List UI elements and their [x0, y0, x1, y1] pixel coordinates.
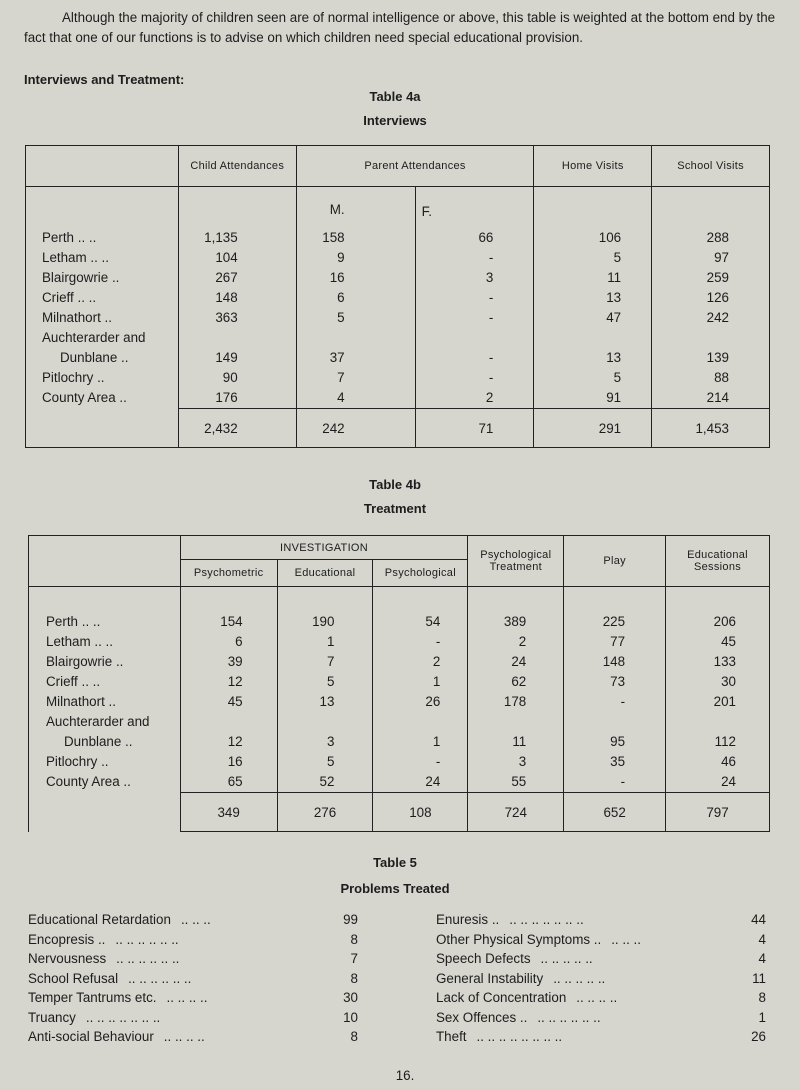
header-f: F. — [421, 204, 433, 219]
table-4a-caption: Table 4a — [369, 89, 421, 104]
table-cell: 95 — [610, 734, 626, 749]
area-label: Auchterarder and — [46, 714, 150, 729]
table-4a-areas — [26, 187, 179, 409]
table-5-caption: Table 5 — [373, 855, 417, 870]
table-4b-total-label — [29, 793, 181, 832]
table-4b-edu-sessions-col — [666, 587, 770, 793]
problem-count: 7 — [350, 951, 358, 966]
leader-dots: .. .. .. .. .. .. — [537, 1009, 601, 1025]
header-psychological: Psychological — [373, 560, 468, 587]
table-4a-total-label — [26, 409, 179, 448]
table-cell: 2 — [432, 654, 441, 669]
problem-count: 4 — [758, 931, 766, 947]
table-4b-areas — [29, 587, 181, 793]
leader-dots: .. .. .. .. .. .. — [116, 951, 180, 966]
problem-row — [436, 1008, 766, 1028]
table-cell: 24 — [425, 774, 441, 789]
table-cell: 149 — [215, 350, 238, 365]
table-cell: 1,135 — [204, 230, 238, 245]
table-cell: 267 — [215, 270, 238, 285]
header-play: Play — [564, 536, 666, 587]
table-cell: 4 — [337, 390, 345, 405]
table-cell: 7 — [326, 654, 335, 669]
table-4b-play-col — [564, 587, 666, 793]
total-psychological: 108 — [373, 793, 468, 832]
problem-row — [28, 969, 358, 989]
area-label: Blairgowrie .. — [42, 270, 120, 285]
table-cell: - — [435, 754, 441, 769]
table-cell: 11 — [512, 734, 527, 749]
table-cell: 106 — [598, 230, 622, 245]
table-cell: 7 — [337, 370, 345, 385]
area-label: Milnathort .. — [42, 310, 112, 325]
table-cell: 389 — [503, 614, 527, 629]
table-cell: 13 — [319, 694, 335, 709]
table-cell — [181, 712, 243, 732]
problem-label: Enuresis .. — [436, 912, 500, 927]
table-cell: 12 — [227, 674, 243, 689]
table-4a-corner — [26, 146, 179, 187]
table-4b-corner — [29, 536, 181, 587]
table-cell: 35 — [610, 754, 626, 769]
table-cell: 46 — [721, 754, 736, 769]
table-cell: 5 — [326, 674, 335, 689]
table-4b-caption: Table 4b — [369, 477, 421, 492]
table-cell: 5 — [337, 310, 345, 325]
table-cell: 45 — [721, 634, 736, 649]
area-label: Milnathort .. — [46, 694, 116, 709]
leader-dots: .. .. .. .. .. .. — [115, 931, 179, 947]
problem-count: 26 — [751, 1029, 766, 1044]
table-cell: 259 — [706, 270, 729, 285]
table-cell — [416, 328, 494, 348]
header-parent-attendances: Parent Attendances — [296, 146, 534, 187]
header-investigation: INVESTIGATION — [180, 536, 468, 560]
area-label: Perth .. .. — [46, 614, 101, 629]
area-label: Auchterarder and — [42, 330, 146, 345]
table-cell: 11 — [607, 270, 622, 285]
table-cell — [666, 712, 736, 732]
table-cell: - — [488, 370, 494, 385]
table-cell: 24 — [721, 774, 736, 789]
header-child-attendances: Child Attendances — [178, 146, 296, 187]
table-cell: 26 — [425, 694, 441, 709]
page-number: 16. — [395, 1068, 415, 1083]
table-cell: 16 — [329, 270, 345, 285]
problems-left-list — [28, 910, 358, 1047]
problem-row — [436, 1027, 766, 1047]
problem-row — [436, 969, 766, 989]
table-cell: 73 — [610, 674, 626, 689]
problem-row — [436, 930, 766, 950]
problem-count: 44 — [751, 912, 766, 927]
table-cell: - — [620, 774, 626, 789]
table-cell: 65 — [227, 774, 243, 789]
table-cell: 77 — [610, 634, 626, 649]
section-heading: Interviews and Treatment: — [24, 72, 185, 87]
table-cell: 91 — [606, 390, 622, 405]
table-cell: 45 — [227, 694, 243, 709]
table-4b — [28, 535, 770, 832]
table-cell: 24 — [511, 654, 527, 669]
problem-row — [436, 949, 766, 969]
table-cell: 242 — [706, 310, 729, 325]
table-4b-psychometric-col — [180, 587, 277, 793]
table-cell: 148 — [602, 654, 626, 669]
table-4b-subtitle: Treatment — [363, 501, 427, 516]
header-psychological-treatment: Psychological Treatment — [468, 536, 564, 587]
table-cell: 225 — [602, 614, 626, 629]
table-cell: - — [488, 310, 494, 325]
table-cell: 5 — [613, 370, 622, 385]
problem-label: Anti-social Behaviour — [28, 1029, 154, 1044]
total-psych-treatment: 724 — [468, 793, 564, 832]
table-cell: 158 — [322, 230, 345, 245]
table-cell — [278, 712, 335, 732]
table-cell: 30 — [721, 674, 736, 689]
problem-label: Lack of Concentration — [436, 990, 567, 1005]
table-cell: - — [488, 350, 494, 365]
table-cell: - — [488, 290, 494, 305]
area-label: Letham .. .. — [46, 634, 113, 649]
table-cell: 6 — [235, 634, 243, 649]
problem-label: Temper Tantrums etc. — [28, 990, 157, 1005]
table-5-subtitle: Problems Treated — [340, 881, 450, 896]
table-4a-school-col — [652, 187, 770, 409]
table-cell: - — [488, 250, 494, 265]
table-cell — [468, 712, 526, 732]
table-cell: 97 — [714, 250, 729, 265]
table-cell: 62 — [511, 674, 527, 689]
table-cell: 1 — [326, 634, 335, 649]
problem-row — [28, 930, 358, 950]
table-4b-educational-col — [277, 587, 373, 793]
total-school: 1,453 — [652, 409, 770, 448]
table-cell: 2 — [485, 390, 494, 405]
table-cell: 47 — [606, 310, 622, 325]
total-edu-sessions: 797 — [666, 793, 770, 832]
table-cell: 6 — [337, 290, 345, 305]
table-cell: 16 — [227, 754, 243, 769]
table-cell: 13 — [606, 290, 622, 305]
area-label: Perth .. .. — [42, 230, 97, 245]
area-label: Crieff .. .. — [42, 290, 97, 305]
total-play: 652 — [564, 793, 666, 832]
total-psychometric: 349 — [180, 793, 277, 832]
table-4b-psych-treatment-col — [468, 587, 564, 793]
problem-label: Truancy — [28, 1009, 76, 1025]
header-educational-sessions: Educational Sessions — [666, 536, 770, 587]
table-cell: 5 — [326, 754, 335, 769]
table-cell: 54 — [425, 614, 441, 629]
area-label: County Area .. — [42, 390, 127, 405]
total-m: 242 — [296, 409, 415, 448]
leader-dots: .. .. .. .. .. .. .. — [509, 912, 584, 927]
table-cell: 9 — [337, 250, 345, 265]
table-cell: 176 — [215, 390, 238, 405]
area-label: Crieff .. .. — [46, 674, 101, 689]
area-label: Dunblane .. — [60, 350, 129, 365]
table-cell: 12 — [227, 734, 243, 749]
problem-count: 10 — [343, 1009, 358, 1025]
problem-row — [436, 988, 766, 1008]
problem-label: General Instability — [436, 970, 544, 986]
problem-count: 4 — [758, 951, 766, 966]
problem-row — [28, 1008, 358, 1028]
problem-count: 11 — [752, 970, 766, 986]
header-school-visits: School Visits — [652, 146, 770, 187]
table-cell — [373, 712, 440, 732]
table-cell: 154 — [220, 614, 243, 629]
table-cell: 3 — [518, 754, 527, 769]
problem-label: Nervousness — [28, 951, 107, 966]
table-4b-psychological-col — [373, 587, 468, 793]
table-cell: 363 — [215, 310, 238, 325]
table-cell: 66 — [478, 230, 494, 245]
table-cell: 90 — [222, 370, 238, 385]
table-cell: 214 — [706, 390, 729, 405]
intro-paragraph: Although the majority of children seen are of normal intelligence or above, this table is weighted at the bottom end by the fact that one of our functions is to advise on which children need special educational provision. — [24, 10, 776, 45]
problem-count: 99 — [343, 912, 358, 927]
area-label: Pitlochry .. — [46, 754, 109, 769]
table-4a-f-col — [415, 187, 534, 409]
table-cell: 178 — [503, 694, 527, 709]
leader-dots: .. .. .. .. — [576, 990, 618, 1005]
table-cell: 126 — [706, 290, 729, 305]
table-cell: 88 — [714, 370, 729, 385]
table-4a-m-col — [296, 187, 415, 409]
header-home-visits: Home Visits — [534, 146, 652, 187]
table-cell: 1 — [432, 734, 441, 749]
leader-dots: .. .. .. .. .. — [553, 970, 606, 986]
leader-dots: .. .. .. — [611, 931, 641, 947]
header-psychometric: Psychometric — [180, 560, 277, 587]
area-label: Letham .. .. — [42, 250, 109, 265]
table-cell: 139 — [706, 350, 729, 365]
table-cell: - — [435, 634, 441, 649]
leader-dots: .. .. .. — [180, 912, 211, 927]
table-cell: 3 — [326, 734, 335, 749]
table-4a-home-col — [534, 187, 652, 409]
leader-dots: .. .. .. .. .. .. .. — [85, 1009, 161, 1025]
table-cell: 104 — [215, 250, 238, 265]
table-cell: 3 — [485, 270, 494, 285]
problem-row — [28, 910, 358, 930]
problem-row — [28, 949, 358, 969]
problem-label: Educational Retardation — [28, 912, 171, 927]
area-label: County Area .. — [46, 774, 131, 789]
table-cell: 55 — [511, 774, 527, 789]
problem-count: 30 — [343, 990, 358, 1005]
problem-row — [28, 1027, 358, 1047]
total-child: 2,432 — [178, 409, 296, 448]
leader-dots: .. .. .. .. .. — [540, 951, 593, 966]
table-4a — [25, 145, 770, 448]
problem-label: Sex Offences .. — [436, 1009, 528, 1025]
problem-row — [28, 988, 358, 1008]
table-cell: 288 — [706, 230, 729, 245]
table-cell — [179, 328, 238, 348]
table-cell: 13 — [606, 350, 622, 365]
problem-label: Theft — [436, 1029, 467, 1044]
table-cell: 52 — [319, 774, 335, 789]
table-cell: - — [620, 694, 626, 709]
table-cell: 201 — [713, 694, 736, 709]
problem-count: 8 — [350, 1029, 358, 1044]
problem-count: 1 — [758, 1009, 766, 1025]
area-label: Dunblane .. — [64, 734, 133, 749]
table-cell — [534, 328, 621, 348]
table-cell: 148 — [215, 290, 238, 305]
table-cell: 206 — [713, 614, 736, 629]
problem-label: Other Physical Symptoms .. — [436, 931, 602, 947]
leader-dots: .. .. .. .. — [163, 1029, 205, 1044]
table-cell: 112 — [714, 734, 736, 749]
table-cell — [564, 712, 625, 732]
header-m: M. — [329, 202, 345, 217]
table-4a-subtitle: Interviews — [363, 113, 427, 128]
problem-count: 8 — [350, 931, 358, 947]
table-cell: 1 — [432, 674, 441, 689]
table-4a-child-col — [178, 187, 296, 409]
table-cell: 39 — [227, 654, 243, 669]
area-label: Pitlochry .. — [42, 370, 105, 385]
total-f: 71 — [415, 409, 534, 448]
table-cell: 190 — [312, 614, 335, 629]
leader-dots: .. .. .. .. .. .. .. .. — [476, 1029, 563, 1044]
header-educational: Educational — [277, 560, 373, 587]
area-label: Blairgowrie .. — [46, 654, 124, 669]
leader-dots: .. .. .. .. .. .. — [128, 970, 192, 986]
problem-count: 8 — [350, 970, 358, 986]
problem-label: Encopresis .. — [28, 931, 106, 947]
table-cell: 2 — [518, 634, 527, 649]
problem-label: School Refusal — [28, 970, 119, 986]
table-cell: 133 — [713, 654, 736, 669]
total-home: 291 — [534, 409, 652, 448]
problem-count: 8 — [758, 990, 766, 1005]
leader-dots: .. .. .. .. — [166, 990, 208, 1005]
table-cell: 37 — [329, 350, 345, 365]
table-cell: 5 — [613, 250, 622, 265]
table-cell — [652, 328, 729, 348]
total-educational: 276 — [277, 793, 373, 832]
problem-row — [436, 910, 766, 930]
table-cell — [297, 328, 345, 348]
problem-label: Speech Defects — [436, 951, 531, 966]
problems-right-list — [436, 910, 766, 1047]
